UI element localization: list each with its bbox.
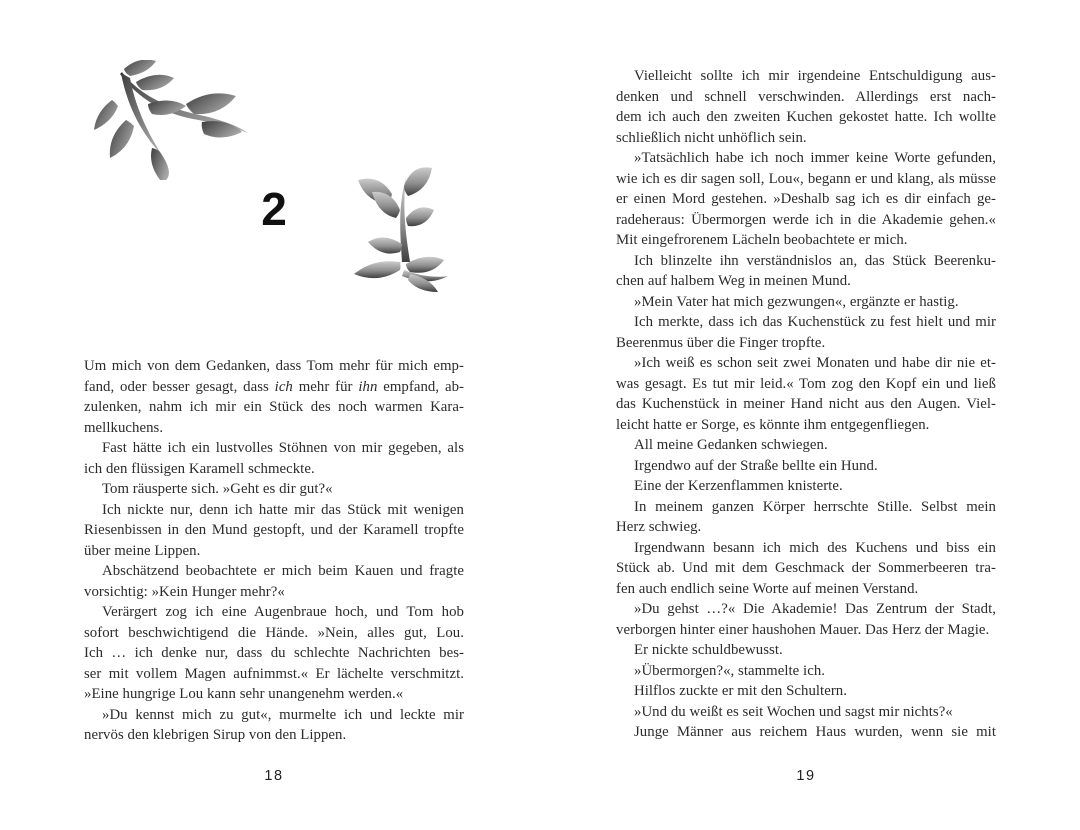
text-line: zulenken, nahm ich mir ein Stück des noch warmen Kara- [84, 399, 464, 415]
text-line: Ich blinzelte ihn verständnislos an, das Stück Beerenku- [634, 252, 996, 269]
text-line: Mit eingefrorenem Lächeln beobachtete er mich. [616, 232, 908, 248]
text-line: chen auf halbem Weg in meinen Mund. [616, 273, 851, 289]
text-line: Er nickte schuldbewusst. [634, 642, 783, 658]
text-line: Irgendwo auf der Straße bellte ein Hund. [634, 457, 878, 474]
text-line: »Du gehst …?« Die Akademie! Das Zentrum der Stadt, [634, 601, 996, 617]
text-line: mellkuchens. [84, 419, 164, 436]
text-line: verborgen hinter einer haushohen Mauer. Das Herz der Magie. [616, 621, 990, 638]
text-line: sofort beschwichtigend die Hände. »Nein, alles gut, Lou. [84, 624, 464, 641]
text-line: Herz schwieg. [616, 519, 702, 535]
text-line: Vielleicht sollte ich mir irgendeine Entschuldigung aus- [634, 68, 996, 84]
text-line: Eine der Kerzenflammen knisterte. [634, 478, 843, 494]
text-line: nervös den klebrigen Sirup von den Lippen. [84, 727, 347, 743]
text-line: In meinem ganzen Körper herrschte Stille. Selbst mein [634, 498, 996, 515]
text-line: Um mich von dem Gedanken, dass Tom mehr für mich emp- [84, 358, 464, 374]
page-number-left: 18 [264, 768, 284, 784]
text-line: Verärgert zog ich eine Augenbraue hoch, und Tom hob [102, 604, 464, 620]
text-line: fand, oder besser gesagt, dass ich mehr für ihn empfand, ab- [84, 378, 464, 395]
text-line: »Und du weißt es seit Wochen und sagst mir nichts?« [634, 703, 953, 720]
text-line: Fast hätte ich ein lustvolles Stöhnen von mir gegeben, als [102, 440, 464, 456]
text-line: radeheraus: Übermorgen werde ich in die Akademie gehen.« [616, 211, 996, 228]
text-line: Stück ab. Und mit dem Geschmack der Sommerbeeren tra- [616, 560, 996, 576]
text-line: Riesenbissen in den Mund gestopft, und der Karamell tropfte [84, 522, 464, 538]
text-line: fen auch endlich seine Worte auf meinen Verstand. [616, 580, 919, 597]
text-line: Ich nickte nur, denn ich hatte mir das Stück mit wenigen [102, 501, 464, 518]
page-number-right: 19 [796, 768, 816, 784]
text-line: Ich … ich denke nur, dass du schlechte Nachrichten bes- [84, 645, 464, 661]
text-line: vorsichtig: »Kein Hunger mehr?« [84, 583, 285, 600]
text-line: was gesagt. Es tut mir leid.« Tom zog den Kopf ein und ließ [616, 375, 996, 392]
text-line: über meine Lippen. [84, 542, 201, 559]
text-line: leicht hatte er Sorge, es könnte ihm entgegenfliegen. [616, 416, 930, 433]
text-line: All meine Gedanken schwiegen. [634, 437, 828, 453]
text-line: Ich merkte, dass ich das Kuchenstück zu fest hielt und mir [634, 314, 996, 330]
text-line: »Tatsächlich habe ich noch immer keine Worte gefunden, [634, 150, 996, 166]
text-line: Irgendwann besann ich mich des Kuchens und biss ein [634, 539, 996, 556]
leaf-branch-ornament-icon [90, 60, 260, 180]
text-line: ich den flüssigen Karamell schmeckte. [84, 460, 315, 477]
text-line: Abschätzend beobachtete er mich beim Kauen und fragte [102, 563, 464, 579]
text-line: »Übermorgen?«, stammelte ich. [634, 662, 826, 679]
text-line: »Eine hungrige Lou kann sehr unangenehm werden.« [84, 686, 404, 702]
text-line: schließlich nicht unhöflich sein. [616, 129, 807, 146]
text-line: ser mit vollem Magen aufnimmst.« Er lächelte verschmitzt. [84, 665, 464, 682]
text-line: Junge Männer aus reichem Haus wurden, wenn sie mit [634, 724, 996, 740]
text-line: »Ich weiß es schon seit zwei Monaten und habe dir nie et- [634, 355, 996, 371]
text-line: dem ich auch den zweiten Kuchen gekostet hatte. Ich wollte [616, 109, 996, 125]
text-line: Beerenmus über die Finger tropfte. [616, 334, 826, 351]
text-line: wie ich es dir sagen soll, Lou«, begann er und klang, als müsse [616, 170, 996, 187]
right-page-text-block [616, 66, 996, 743]
text-line: Hilflos zuckte er mit den Schultern. [634, 683, 848, 699]
left-page-text-block [84, 356, 464, 746]
text-line: Tom räusperte sich. »Geht es dir gut?« [102, 481, 333, 497]
text-line: denken und schnell verschwinden. Allerdings erst nach- [616, 88, 996, 105]
chapter-number: 2 [261, 183, 287, 235]
text-line: »Mein Vater hat mich gezwungen«, ergänzte er hastig. [634, 293, 959, 310]
text-line: er einen Mord gestehen. »Deshalb sag ich es dir einfach ge- [616, 191, 996, 207]
text-line: das Kuchenstück in meiner Hand nicht aus den Augen. Viel- [616, 396, 996, 412]
text-line: »Du kennst mich zu gut«, murmelte ich und leckte mir [102, 706, 464, 723]
